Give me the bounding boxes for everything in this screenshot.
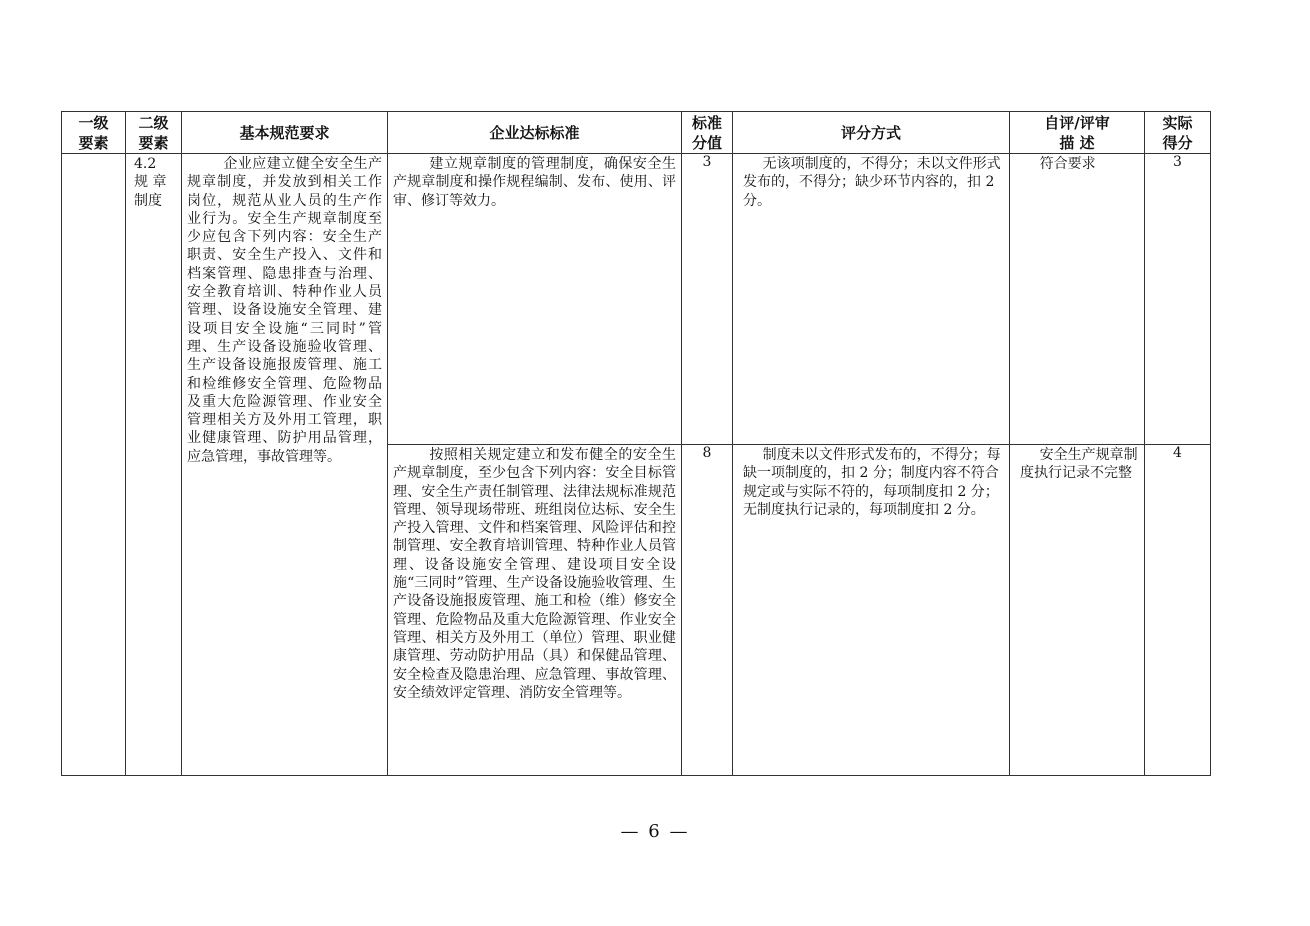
- header-standard-score: 标准 分值: [682, 112, 733, 154]
- header-scoring-method: 评分方式: [733, 112, 1010, 154]
- table-row: [62, 154, 1211, 445]
- review-cell: 安全生产规章制度执行记录不完整: [1010, 445, 1145, 776]
- basic-requirement-cell: 企业应建立健全安全生产规章制度，并发放到相关工作岗位，规范从业人员的生产作业行为。安全生产规章制度至少应包含下列内容：安全生产职责、安全生产投入、文件和档案管理、隐患排查与治理、安全教育培训、特种作业人员管理、设备设施安全管理、建设项目安全设施“三同时”管理、生产设备设施验收管理、生产设备设施报废管理、施工和检维修安全管理、危险物品及重大危险源管理、作业安全管理相关方及外用工管理，职业健康管理、防护用品管理，应急管理，事故管理等。: [182, 154, 388, 776]
- method-cell: 无该项制度的，不得分；未以文件形式发布的，不得分；缺少环节内容的，扣 2 分。: [733, 154, 1010, 445]
- score-cell: 3: [682, 154, 733, 445]
- header-self-review: 自评/评审 描 述: [1010, 112, 1145, 154]
- standard-cell: 按照相关规定建立和发布健全的安全生产规章制度，至少包含下列内容：安全目标管理、安全生产责任制管理、法律法规标准规范管理、领导现场带班、班组岗位达标、安全生产投入管理、文件和档案管理、风险评估和控制管理、安全教育培训管理、特种作业人员管理、设备设施安全管理、建设项目安全设施“三同时”管理、生产设备设施验收管理、生产设备设施报废管理、施工和检（维）修安全管理、危险物品及重大危险源管理、作业安全管理、相关方及外用工（单位）管理、职业健康管理、劳动防护用品（具）和保健品管理、安全检查及隐患治理、应急管理、事故管理、安全绩效评定管理、消防安全管理等。: [388, 445, 682, 776]
- standard-cell: 建立规章制度的管理制度，确保安全生产规章制度和操作规程编制、发布、使用、评审、修订等效力。: [388, 154, 682, 445]
- evaluation-table: [61, 111, 1211, 776]
- page-number: — 6 —: [620, 821, 690, 842]
- actual-score-cell: 3: [1145, 154, 1211, 445]
- review-cell: 符合要求: [1010, 154, 1145, 445]
- table-header-row: [62, 112, 1211, 154]
- level2-cell: 4.2 规 章 制度: [126, 154, 182, 776]
- header-enterprise-standard: 企业达标标准: [388, 112, 682, 154]
- method-cell: 制度未以文件形式发布的，不得分；每缺一项制度的，扣 2 分；制度内容不符合规定或与实际不符的，每项制度扣 2 分；无制度执行记录的，每项制度扣 2 分。: [733, 445, 1010, 776]
- header-actual-score: 实际 得分: [1145, 112, 1211, 154]
- level1-cell: [62, 154, 126, 776]
- header-level2: 二级 要素: [126, 112, 182, 154]
- actual-score-cell: 4: [1145, 445, 1211, 776]
- score-cell: 8: [682, 445, 733, 776]
- header-basic-requirement: 基本规范要求: [182, 112, 388, 154]
- header-level1: 一级 要素: [62, 112, 126, 154]
